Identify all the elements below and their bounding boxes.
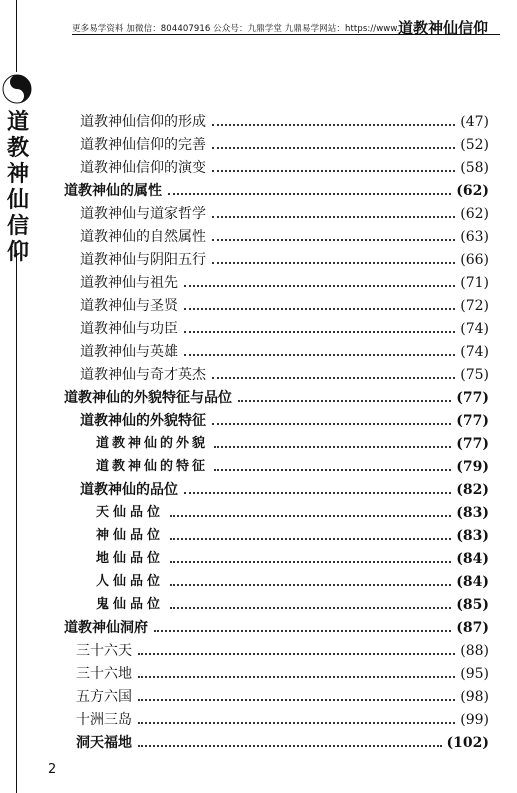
toc-entry-page: (72)	[460, 298, 489, 314]
header-book-title: 道教神仙信仰	[398, 19, 489, 37]
toc-entry-page: (74)	[460, 344, 489, 360]
yin-yang-icon	[2, 74, 32, 104]
toc-entry-title: 道教神仙与道家哲学	[80, 206, 206, 222]
toc-entry-title: 天仙品位	[96, 505, 165, 520]
toc-entry-page: (77)	[456, 390, 489, 406]
toc-entry-page: (77)	[456, 436, 489, 452]
toc-entry-title: 道教神仙与英雄	[80, 344, 178, 360]
toc-leader-dots	[184, 354, 455, 356]
toc-entry	[80, 316, 489, 338]
toc-leader-dots	[138, 722, 455, 724]
left-margin-rule-top	[16, 0, 17, 72]
toc-entry	[80, 247, 489, 269]
toc-entry	[80, 132, 489, 154]
toc-entry-title: 洞天福地	[76, 735, 132, 751]
toc-leader-dots	[212, 239, 455, 241]
toc-entry	[76, 638, 489, 660]
toc-leader-dots	[214, 469, 451, 471]
toc-entry-title: 道教神仙与奇才英杰	[80, 367, 206, 383]
toc-leader-dots	[212, 170, 455, 172]
toc-entry-page: (85)	[456, 597, 489, 613]
toc-entry-title: 道教神仙与祖先	[80, 275, 178, 291]
toc-entry-title: 三十六地	[76, 666, 132, 682]
side-title-char: 道	[6, 110, 29, 135]
toc-entry	[96, 523, 489, 545]
toc-entry-title: 道教神仙的外貌特征	[80, 413, 206, 429]
toc-entry-title: 道教神仙与功臣	[80, 321, 178, 337]
toc-entry-page: (83)	[456, 528, 489, 544]
toc-entry	[80, 109, 489, 131]
toc-leader-dots	[138, 653, 455, 655]
toc-section-heading	[64, 178, 489, 200]
toc-entry-title: 道教神仙与阴阳五行	[80, 252, 206, 268]
toc-leader-dots	[212, 377, 455, 379]
toc-entry-page: (87)	[456, 620, 489, 636]
toc-entry-page: (98)	[460, 689, 489, 705]
toc-leader-dots	[184, 492, 451, 494]
toc-entry-title: 道教神仙的自然属性	[80, 229, 206, 245]
toc-entry-page: (66)	[460, 252, 489, 268]
toc-leader-dots	[212, 124, 455, 126]
toc-entry-page: (62)	[456, 183, 489, 199]
toc-leader-dots	[212, 147, 455, 149]
toc-entry	[96, 569, 489, 591]
toc-subsection	[80, 477, 489, 499]
toc-leader-dots	[154, 630, 451, 632]
toc-entry-page: (79)	[456, 459, 489, 475]
side-title-char: 神	[6, 162, 29, 187]
toc-leader-dots	[212, 262, 455, 264]
left-margin-rule-bottom	[16, 250, 17, 793]
toc-entry-page: (58)	[460, 160, 489, 176]
toc-leader-dots	[170, 561, 451, 563]
toc-leader-dots	[138, 745, 442, 747]
toc-leader-dots	[138, 699, 455, 701]
toc-leader-dots	[168, 193, 451, 195]
toc-entry-title: 神仙品位	[96, 528, 165, 543]
toc-entry-page: (95)	[460, 666, 489, 682]
toc-leader-dots	[170, 607, 451, 609]
toc-entry-title: 道教神仙信仰的完善	[80, 137, 206, 153]
toc-entry-title: 道教神仙的品位	[80, 482, 178, 498]
toc-entry-page: (63)	[460, 229, 489, 245]
page-number: 2	[48, 762, 57, 777]
toc-subsection	[80, 408, 489, 430]
toc-entry-page: (83)	[456, 505, 489, 521]
toc-leader-dots	[138, 676, 455, 678]
side-title-char: 教	[6, 136, 29, 161]
toc-entry	[80, 201, 489, 223]
toc-leader-dots	[212, 423, 451, 425]
toc-entry-page: (74)	[460, 321, 489, 337]
toc-entry-title: 道教神仙信仰的演变	[80, 160, 206, 176]
header-watermark-note: 更多易学资料 加微信：804407916 公众号：九鼎学堂 九鼎易学网站：https://www.	[72, 24, 400, 34]
toc-entry-title: 人仙品位	[96, 574, 165, 589]
toc-leader-dots	[212, 216, 455, 218]
toc-entry	[80, 293, 489, 315]
toc-entry-title: 五方六国	[76, 689, 132, 705]
toc-entry-page: (75)	[460, 367, 489, 383]
toc-entry-title: 道教神仙与圣贤	[80, 298, 178, 314]
toc-entry-page: (77)	[456, 413, 489, 429]
running-header	[0, 0, 517, 42]
toc-entry-title: 道教神仙的外貌	[96, 436, 209, 451]
toc-leader-dots	[170, 538, 451, 540]
toc-entry-title: 道教神仙的属性	[64, 183, 162, 199]
side-title-char: 仰	[6, 240, 29, 265]
toc-entry-title: 道教神仙信仰的形成	[80, 114, 206, 130]
toc-entry-page: (82)	[456, 482, 489, 498]
side-vertical-title	[4, 110, 32, 266]
toc-entry	[76, 707, 489, 729]
toc-entry-title: 十洲三岛	[76, 712, 132, 728]
toc-entry	[80, 339, 489, 361]
toc-entry	[96, 546, 489, 568]
toc-entry-page: (47)	[460, 114, 489, 130]
toc-entry	[96, 500, 489, 522]
toc-leader-dots	[184, 331, 455, 333]
side-title-char: 信	[6, 214, 29, 239]
toc-entry-page: (52)	[460, 137, 489, 153]
side-title-char: 仙	[6, 188, 29, 213]
toc-entry-page: (84)	[456, 574, 489, 590]
toc-entry-title: 三十六天	[76, 643, 132, 659]
toc-entry	[96, 592, 489, 614]
toc-entry	[80, 362, 489, 384]
toc-entry-title: 道教神仙的外貌特征与品位	[64, 390, 232, 406]
toc-entry-page: (84)	[456, 551, 489, 567]
toc-entry-title: 鬼仙品位	[96, 597, 165, 612]
toc-entry-title: 道教神仙的特征	[96, 459, 209, 474]
toc-leader-dots	[214, 446, 451, 448]
toc-entry	[80, 224, 489, 246]
toc-entry	[76, 661, 489, 683]
toc-entry-page: (71)	[460, 275, 489, 291]
toc-entry-page: (99)	[460, 712, 489, 728]
toc-entry	[96, 454, 489, 476]
toc-section-heading	[64, 385, 489, 407]
toc-entry-title: 地仙品位	[96, 551, 165, 566]
toc-entry-page: (88)	[460, 643, 489, 659]
header-rule	[72, 34, 500, 35]
toc-leader-dots	[170, 584, 451, 586]
toc-section-heading	[64, 615, 489, 637]
toc-entry	[80, 155, 489, 177]
toc-leader-dots	[238, 400, 451, 402]
toc-entry-title: 道教神仙洞府	[64, 620, 148, 636]
toc-leader-dots	[170, 515, 451, 517]
toc-entry-page: (102)	[446, 735, 489, 751]
toc-entry	[96, 431, 489, 453]
toc-entry-page: (62)	[460, 206, 489, 222]
toc-entry	[80, 270, 489, 292]
toc-leader-dots	[184, 285, 455, 287]
toc-entry	[76, 730, 489, 752]
toc-entry	[76, 684, 489, 706]
toc-leader-dots	[184, 308, 455, 310]
